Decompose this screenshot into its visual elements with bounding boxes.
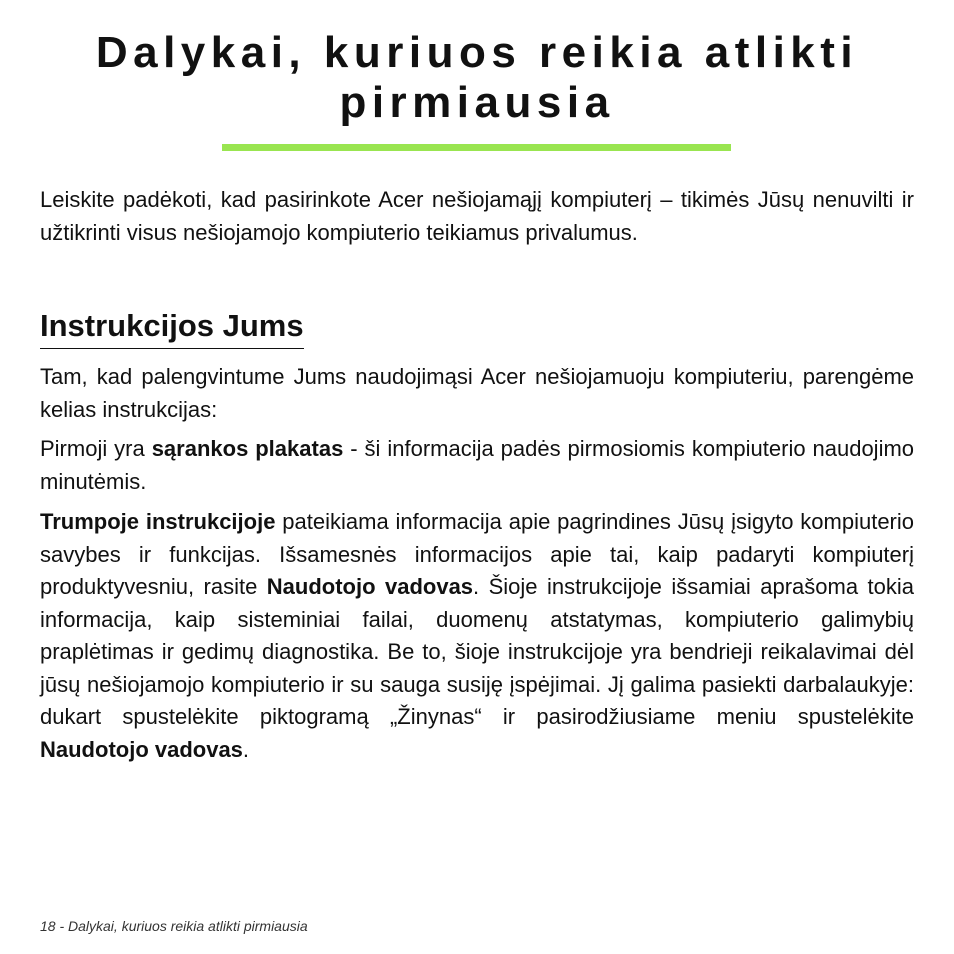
user-guide-term-1: Naudotojo vadovas <box>266 574 474 599</box>
title-accent-bar <box>222 144 731 151</box>
p3-text-3: . <box>242 736 250 762</box>
section-paragraph-1: Tam, kad palengvintume Jums naudojimąsi Acer nešiojamuoju kompiuteriu, parengėme kelias instrukcijas: <box>40 364 914 422</box>
p3-text-1: pateikiama informacija apie pagrindines Jūsų įsigyto kompiuterio savybes ir funkcijas. Išsamesnės informacijos apie tai, kaip padaryti kompiuterį produktyvesniu, rasite <box>40 509 915 599</box>
quick-guide-term: Trumpoje instrukcijoje <box>40 509 276 534</box>
page-title-line-1: Dalykai, kuriuos reikia atlikti <box>95 28 859 77</box>
section-paragraph-2 <box>40 433 914 498</box>
intro-paragraph: Leiskite padėkoti, kad pasirinkote Acer nešiojamąjį kompiuterį – tikimės Jūsų nenuvilti ir užtikrinti visus nešiojamojo kompiuterio teikiamus privalumus. <box>40 187 914 245</box>
page-title <box>20 28 934 128</box>
user-guide-term-2: Naudotojo vadovas <box>40 736 243 762</box>
page-footer: 18 - Dalykai, kuriuos reikia atlikti pirmiausia <box>40 918 308 934</box>
setup-poster-term: sąrankos plakatas <box>151 436 344 461</box>
p2-text-before: Pirmoji yra <box>40 436 152 461</box>
section-paragraph-3 <box>40 506 914 766</box>
section-heading: Instrukcijos Jums <box>40 306 304 349</box>
p3-text-2: . Šioje instrukcijoje išsamiai aprašoma tokia informacija, kaip sisteminiai failai, duomenų atstatymas, kompiuterio galimybių praplėtimas ir gedimų diagnostika. Be to, šioje instrukcijoje yra bendrieji reikalavimai dėl jūsų nešiojamojo kompiuterio ir su sauga susiję įspėjimai. Jį galima pasiekti darbalaukyje: dukart spustelėkite piktogramą „Žinynas“ ir pasirodžiusiame meniu spustelėkite <box>40 574 915 729</box>
page-title-line-2: pirmiausia <box>339 78 615 127</box>
p2-text-after: - ši informacija padės pirmosiomis kompiuterio naudojimo minutėmis. <box>40 436 915 494</box>
